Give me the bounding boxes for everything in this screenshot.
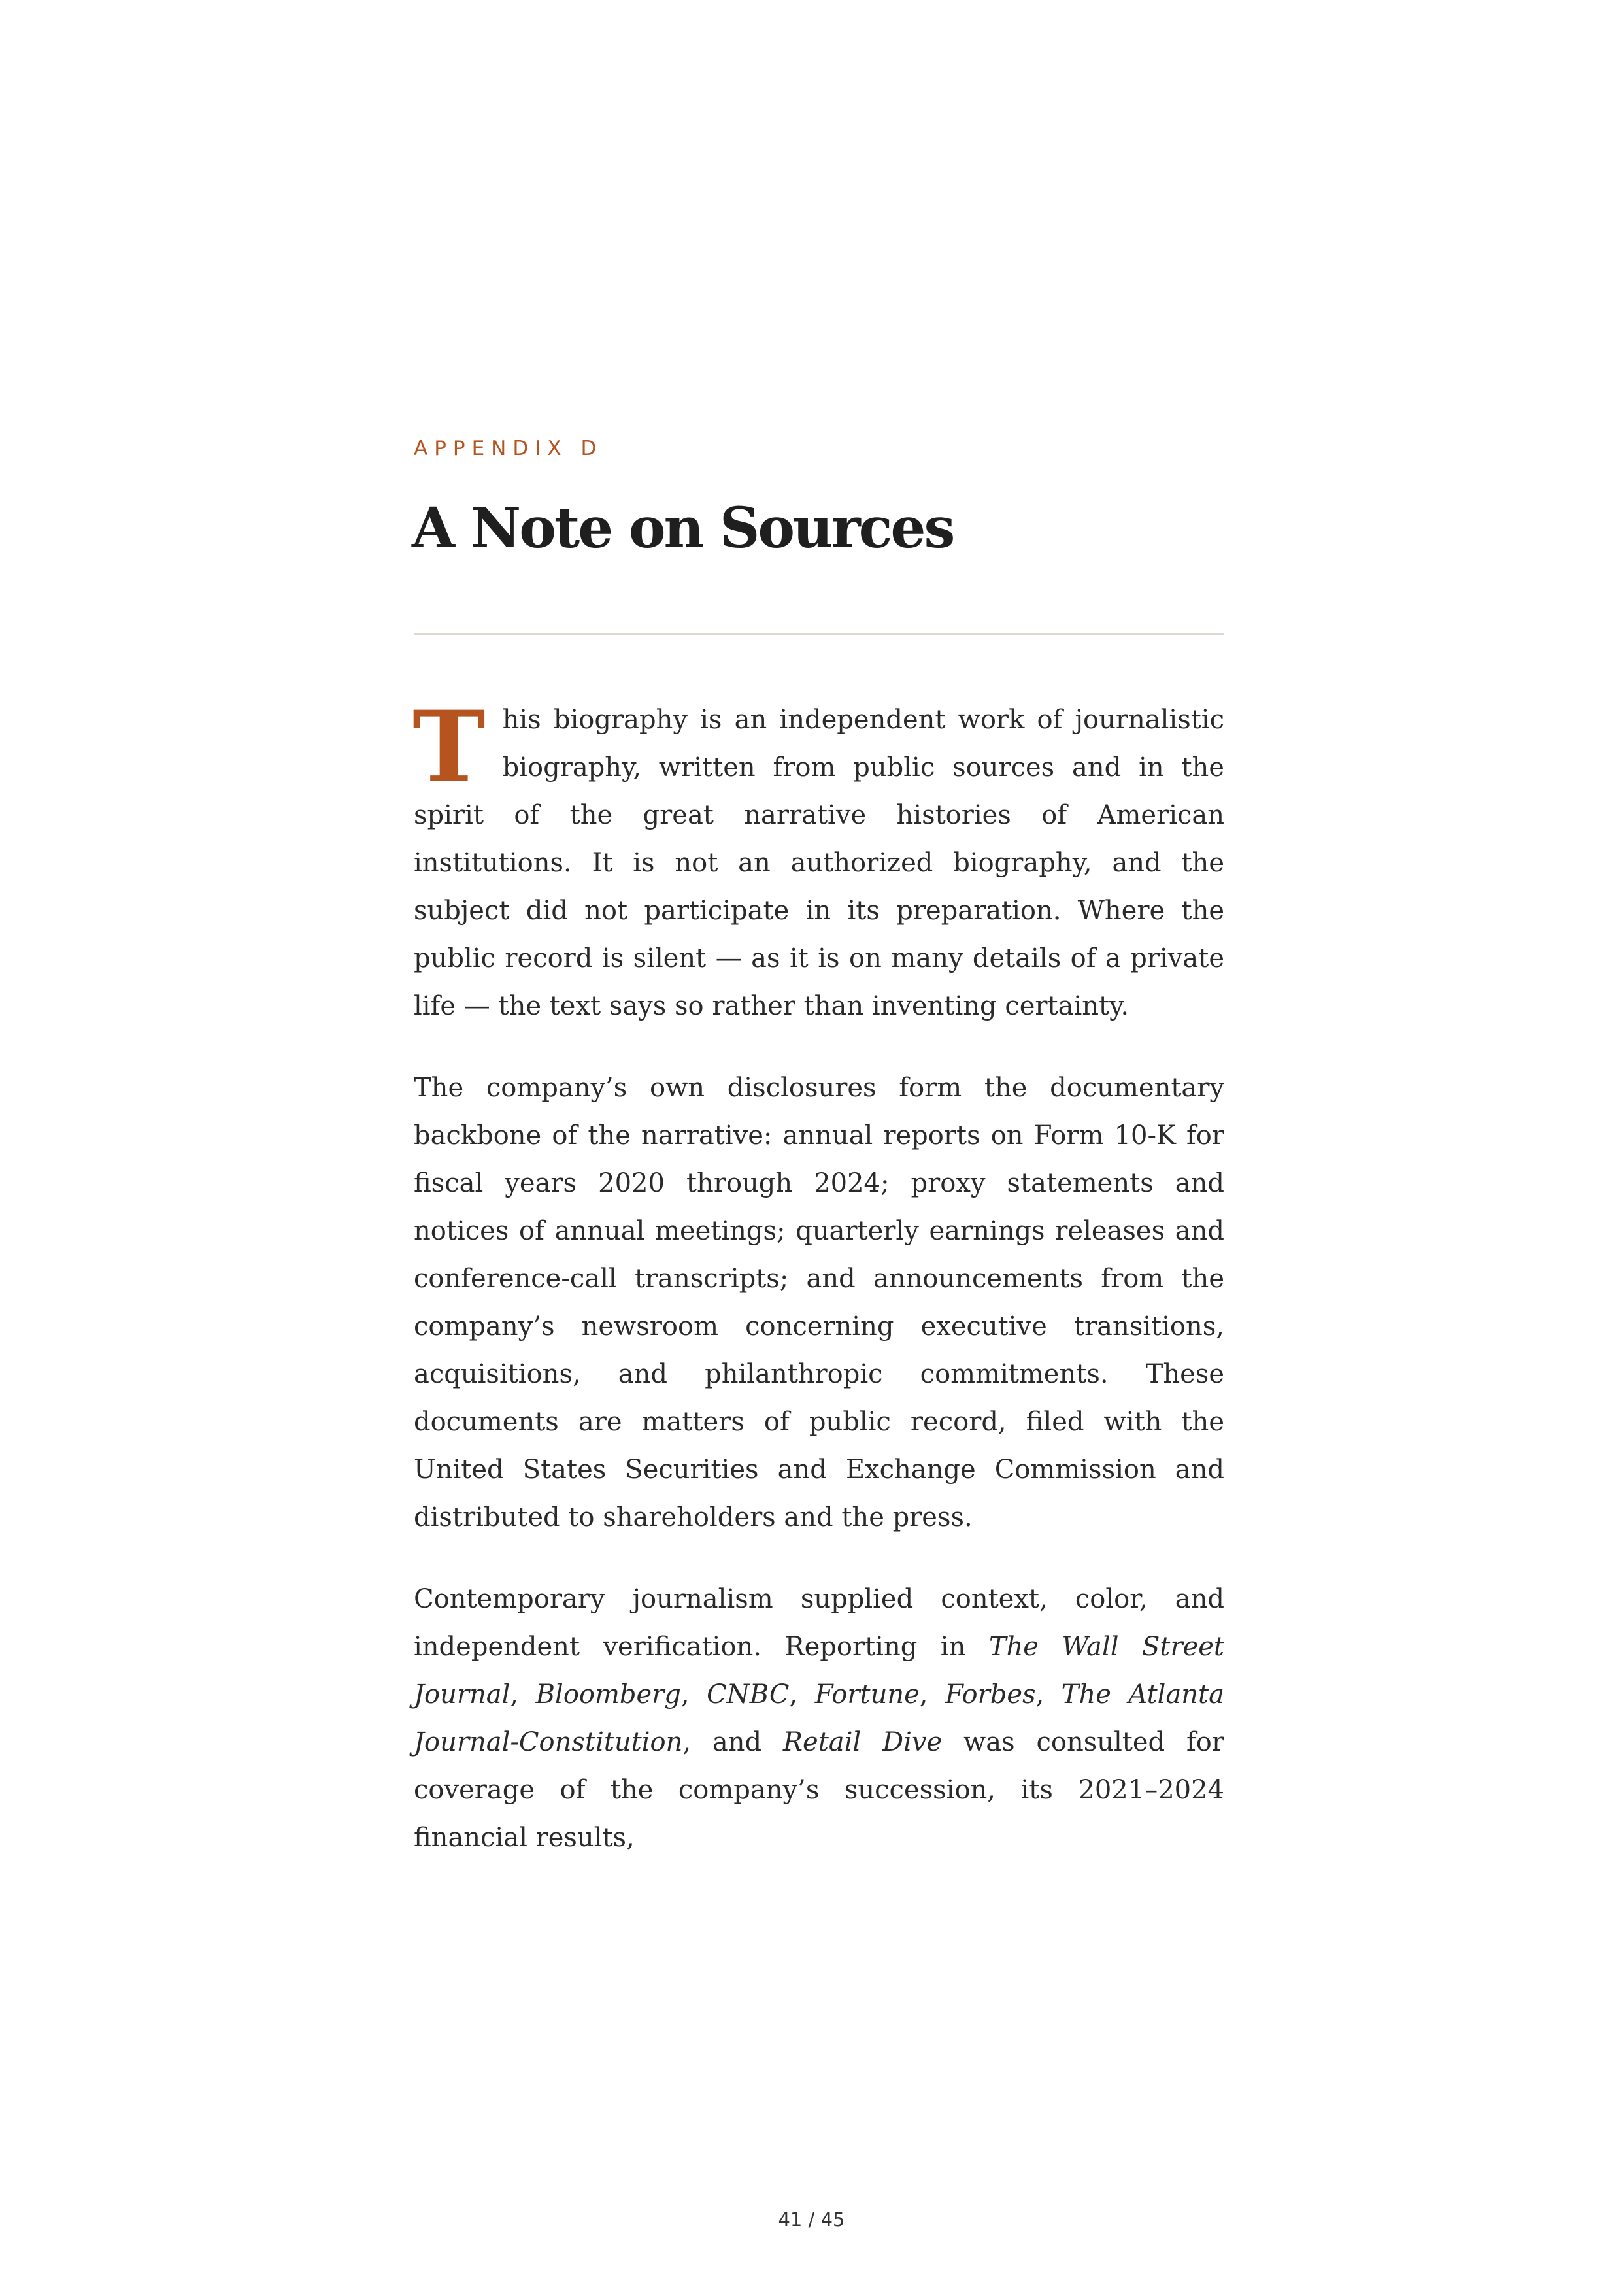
separator: , [680,1680,707,1710]
page-title: A Note on Sources [412,496,954,561]
page-number: 41 / 45 [778,2208,845,2231]
paragraph-1 [412,690,1224,1030]
source-title: The Atlanta Journal-Constitution [414,1680,1224,1757]
source-title: Bloomberg [535,1680,681,1710]
paragraph-2: The company’s own disclosures form the documentary backbone of the narrative: annual reports on Form 10-K for fiscal years 2020 through 2024; proxy statements and notices of annual meetings; quarterly earnings releases and conference-call transcripts; and announcements from the company’s newsroom concerning executive transitions, acquisitions, and philanthropic commitments. These documents are matters of public record, filed with the United States Securities and Exchange Commission and distributed to shareholders and the press. [414,1073,1224,1532]
drop-cap: T [412,690,486,805]
paragraph-1-text: his biography is an independent work of journalistic biography, written from public sources and in the spirit of the great narrative histories of American institutions. It is not an authorized biography, and the subject did not participate in its preparation. Where the public record is silent — as it is on many details of a private life — the text says so rather than inventing certainty. [414,705,1224,1021]
source-title: Fortune [814,1680,920,1710]
source-title: Retail Dive [782,1727,943,1757]
paragraph-3-tail: was consulted for coverage of the company’s succession, its 2021–2024 financial results, [414,1727,1224,1853]
appendix-label: APPENDIX D [414,437,603,460]
paragraph-3 [414,1576,1224,1862]
source-title: CNBC [707,1680,790,1710]
separator: , [1035,1680,1062,1710]
title-divider [414,633,1224,635]
separator: , [919,1680,945,1710]
separator: , [510,1680,536,1710]
source-title: Forbes [945,1680,1036,1710]
separator: , [789,1680,815,1710]
paragraph-3-lead: Contemporary journalism supplied context, color, and independent verification. Reporting in [414,1584,1224,1662]
source-title: The Wall Street Journal [414,1632,1224,1710]
body-text [412,690,1224,1896]
separator: , and [682,1727,783,1757]
